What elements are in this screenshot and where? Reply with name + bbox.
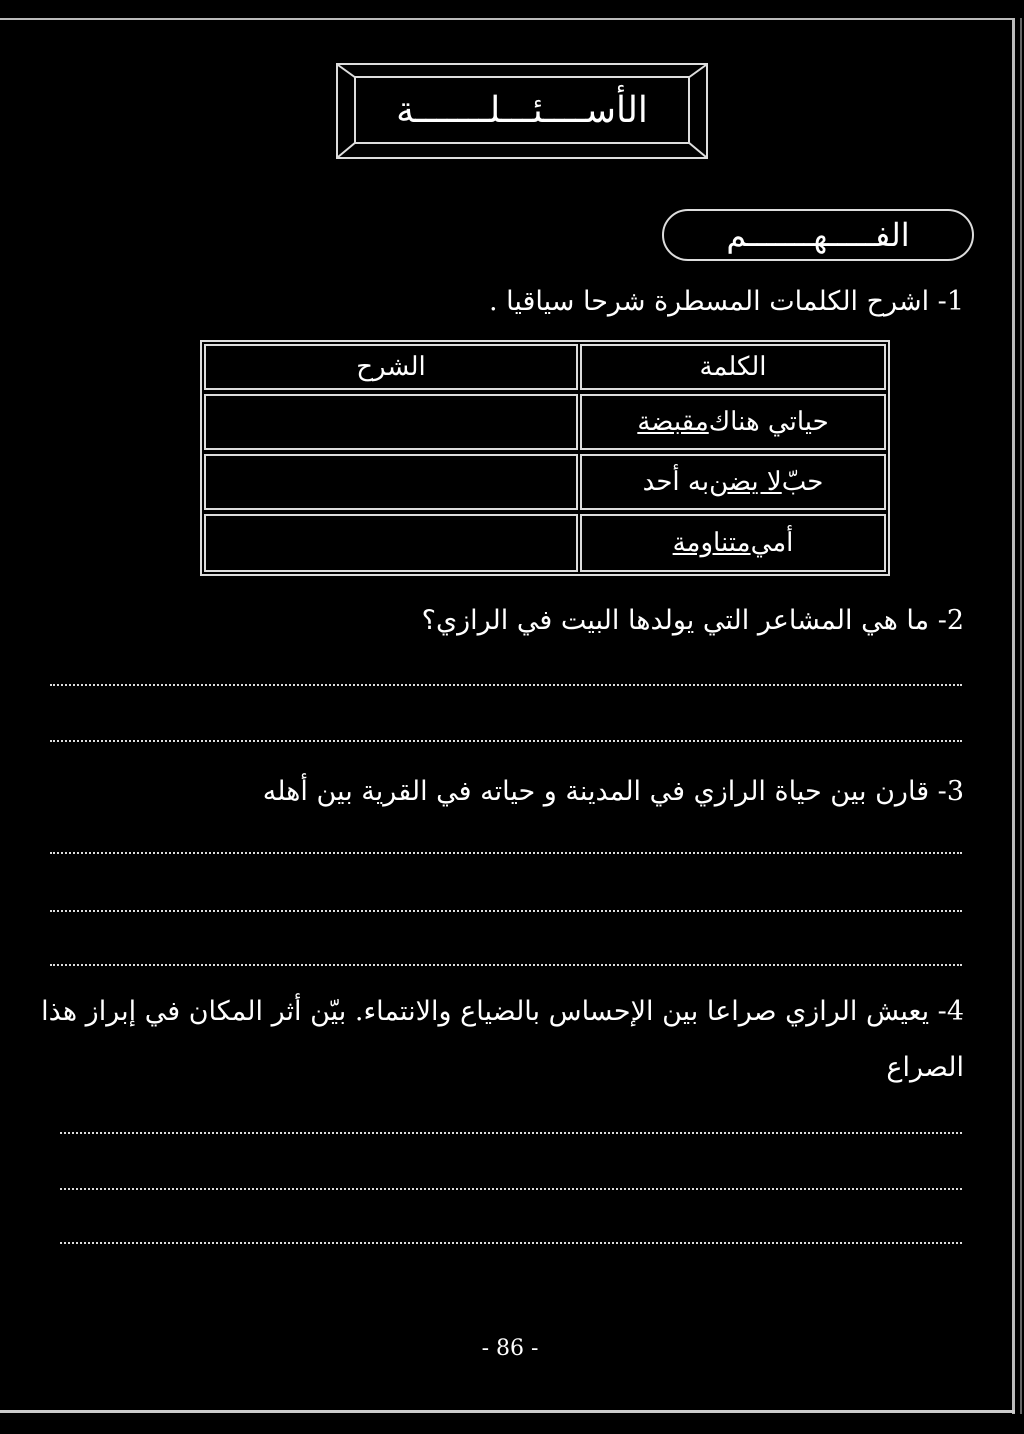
page-border-right-outer	[1020, 18, 1022, 1414]
page-number: - 86 -	[481, 1336, 539, 1361]
section-heading: الفـــــهـــــــم	[662, 209, 974, 261]
table-row-explanation	[204, 514, 578, 572]
question-2: 2- ما هي المشاعر التي يولدها البيت في الرازي؟	[421, 605, 964, 636]
answer-line	[50, 964, 962, 966]
question-4-continued: الصراع	[886, 1052, 964, 1083]
table-header-explanation: الشرح	[204, 344, 578, 390]
answer-line	[50, 684, 962, 686]
answer-line	[50, 740, 962, 742]
word-underlined: لا يضن	[709, 467, 782, 497]
word-text: حبّ	[781, 467, 824, 497]
table-row-explanation	[204, 454, 578, 510]
word-text-after: به أحد	[642, 467, 710, 497]
question-3: 3- قارن بين حياة الرازي في المدينة و حياته في القرية بين أهله	[262, 776, 964, 807]
answer-line	[60, 1242, 962, 1244]
table-row-word	[580, 394, 886, 450]
answer-line	[50, 852, 962, 854]
word-text: أمي	[750, 528, 794, 558]
table-header-word: الكلمة	[580, 344, 886, 390]
answer-line	[60, 1188, 962, 1190]
table-row-word	[580, 454, 886, 510]
page-border-bottom	[0, 1410, 1015, 1413]
title-bevel	[0, 0, 1024, 200]
question-4: 4- يعيش الرازي صراعا بين الإحساس بالضياع والانتماء. بيّن أثر المكان في إبراز هذا	[41, 996, 964, 1027]
word-text: حياتي هناك	[708, 407, 829, 437]
page-title: الأســــئـــلـــــــة	[354, 76, 690, 144]
word-underlined: مقبضة	[637, 407, 709, 437]
answer-line	[60, 1132, 962, 1134]
table-row-word	[580, 514, 886, 572]
page-border-right	[1012, 18, 1015, 1414]
word-underlined: متناومة	[672, 528, 751, 558]
question-1: 1- اشرح الكلمات المسطرة شرحا سياقيا .	[488, 286, 964, 317]
table-row-explanation	[204, 394, 578, 450]
answer-line	[50, 910, 962, 912]
